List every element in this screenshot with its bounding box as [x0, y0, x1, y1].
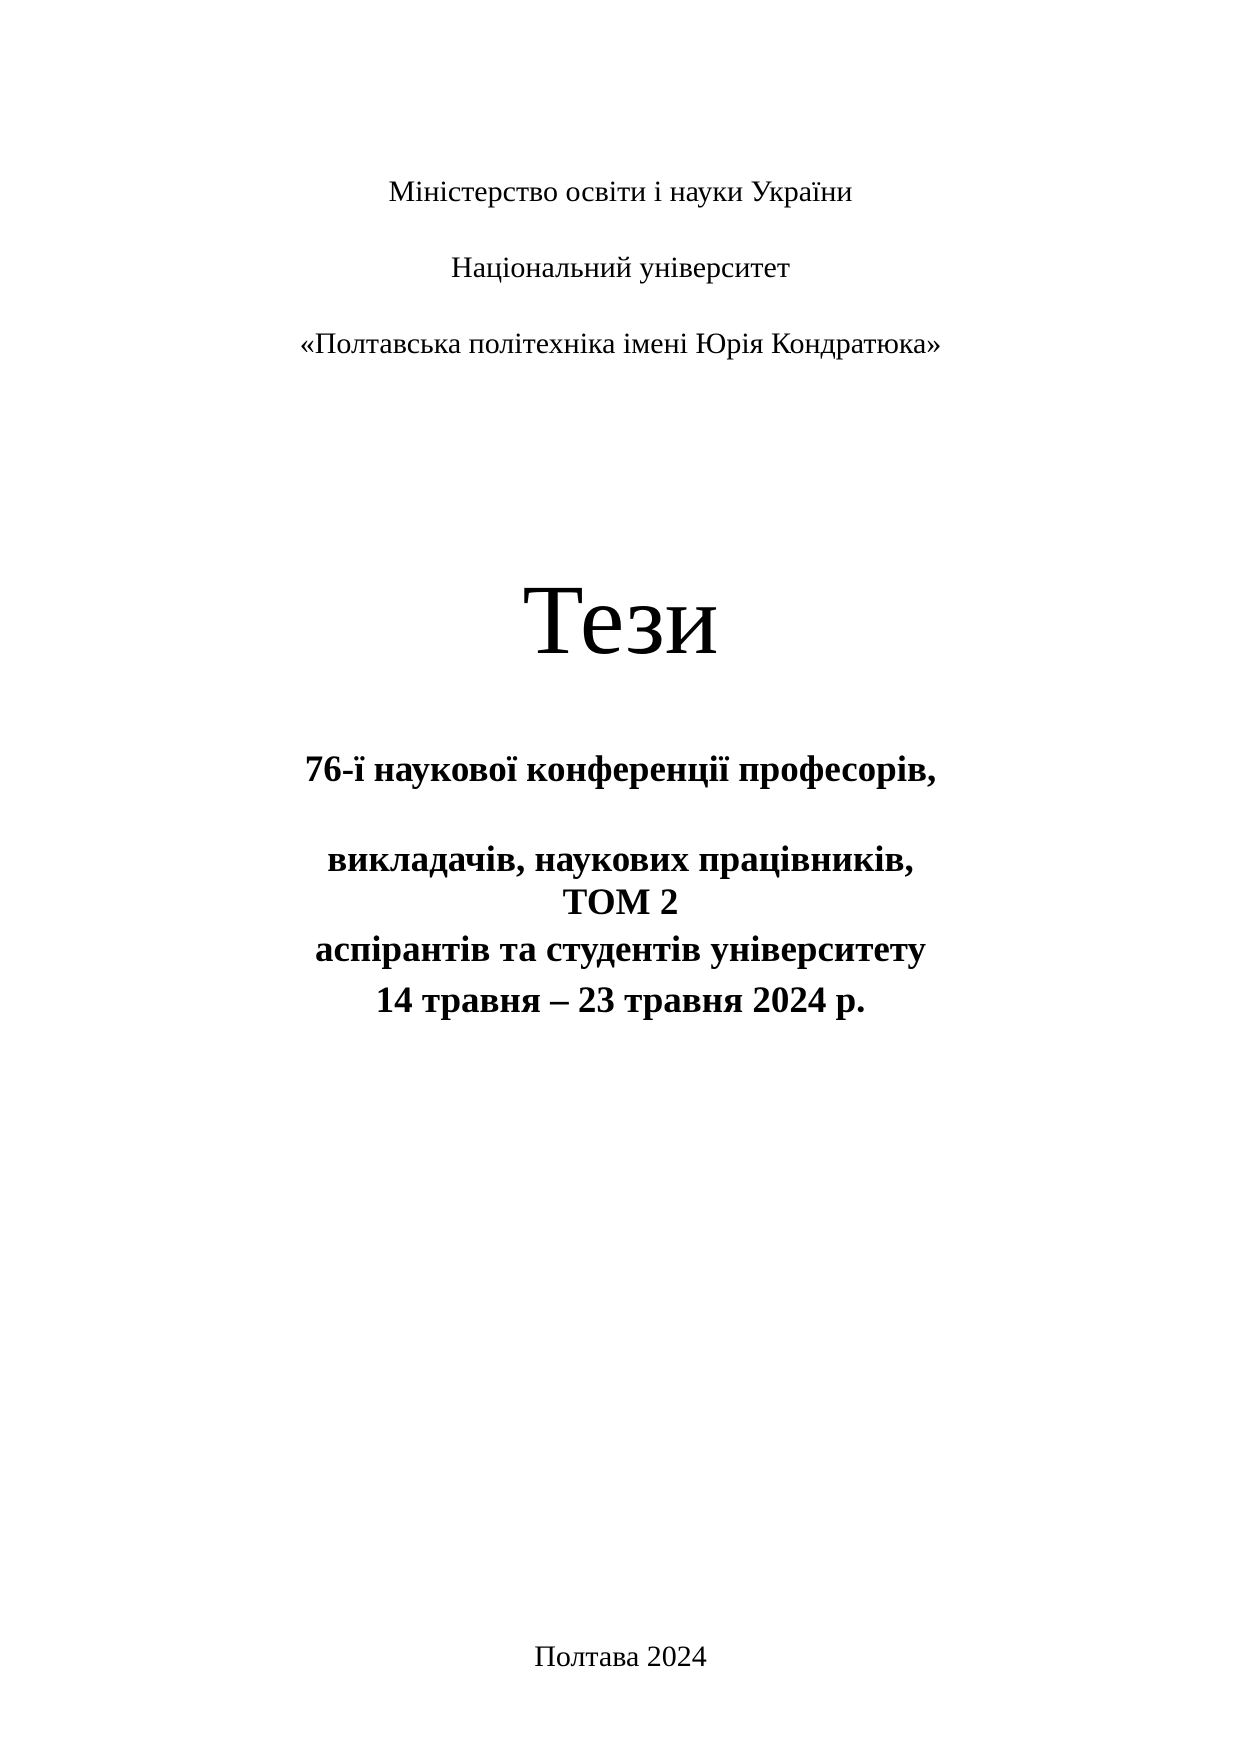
ministry-line: Міністерство освіти і науки України	[388, 175, 853, 208]
subtitle-line-1: 76-ї наукової конференції професорів,	[304, 749, 937, 790]
document-title: Тези	[522, 564, 719, 675]
university-line: Національний університет	[451, 251, 790, 284]
imprint-city-year: Полтава 2024	[534, 1640, 707, 1673]
university-name-line: «Полтавська політехніка імені Юрія Кондратюка»	[299, 327, 942, 360]
volume-label: ТОМ 2	[562, 882, 679, 923]
subtitle-line-3: аспірантів та студентів університету	[314, 929, 926, 970]
subtitle-line-2: викладачів, наукових працівників,	[327, 839, 914, 880]
conference-subtitle	[0, 702, 1241, 1017]
organization-block	[0, 135, 1241, 401]
conference-dates: 14 травня – 23 травня 2024 р.	[375, 980, 866, 1021]
